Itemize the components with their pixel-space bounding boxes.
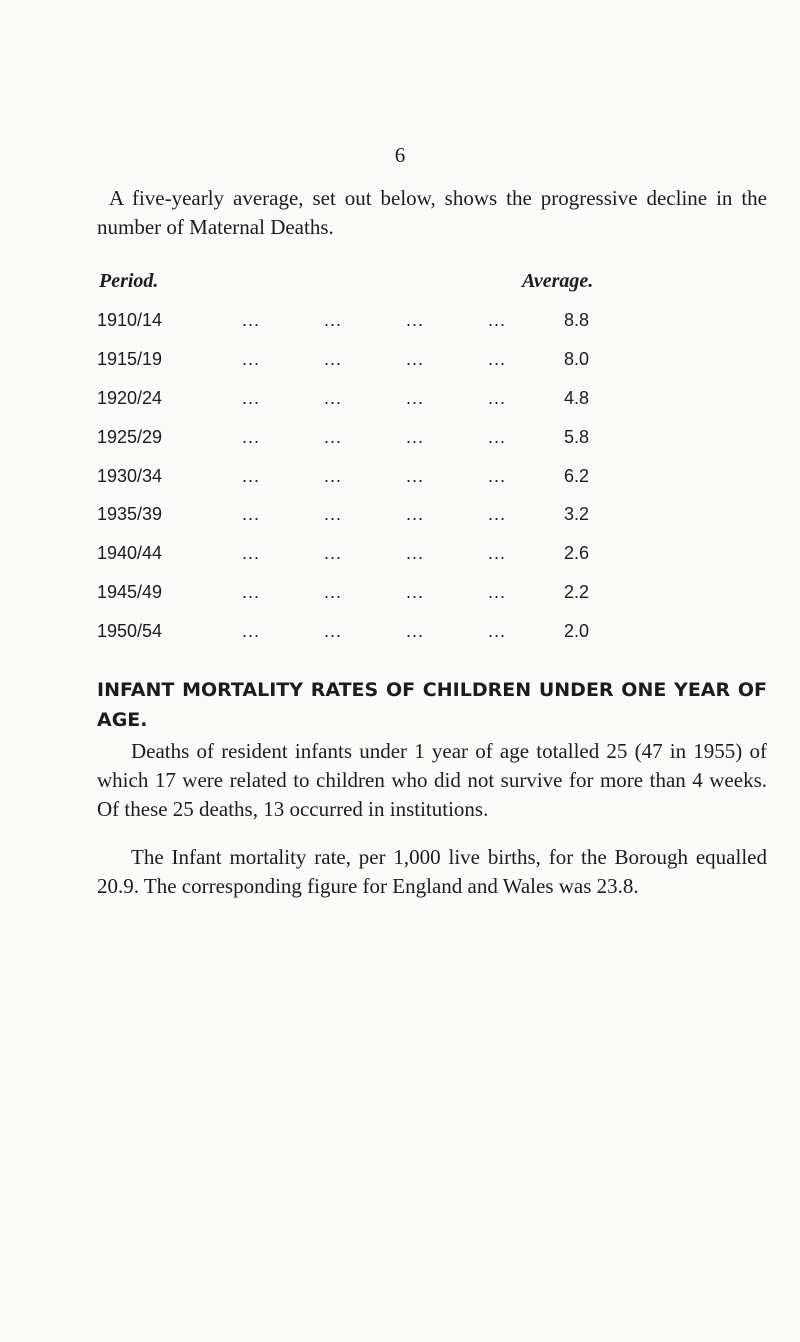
- period-cell: 1925/29: [97, 426, 163, 447]
- table-row: [97, 543, 617, 582]
- table-row: [97, 582, 617, 621]
- table-header: [97, 270, 617, 300]
- infant-mortality-rate-paragraph: The Infant mortality rate, per 1,000 live births, for the Borough equalled 20.9. The corresponding figure for England and Wales was 23.8.: [97, 845, 767, 898]
- average-cell: 2.2: [564, 582, 590, 603]
- maternal-deaths-table: [97, 310, 617, 660]
- leader-dots: ... ... ... ...: [242, 426, 507, 447]
- table-row: [97, 349, 617, 388]
- average-cell: 4.8: [564, 387, 590, 408]
- section-heading: INFANT MORTALITY RATES OF CHILDREN UNDER ONE YEAR OF AGE.: [97, 679, 767, 731]
- intro-paragraph: A five-yearly average, set out below, shows the progressive decline in the number of Maternal Deaths.: [97, 186, 767, 239]
- table-row: [97, 388, 617, 427]
- table-row: [97, 504, 617, 543]
- period-cell: 1935/39: [97, 504, 163, 525]
- leader-dots: ... ... ... ...: [242, 348, 507, 369]
- infant-deaths-paragraph: Deaths of resident infants under 1 year of age totalled 25 (47 in 1955) of which 17 were related to children who did not survive for more than 4 weeks. Of these 25 deaths, 13 occurred in institutions.: [97, 739, 767, 821]
- leader-dots: ... ... ... ...: [242, 465, 507, 486]
- page-number: 6: [394, 143, 406, 167]
- period-column-header: Period.: [99, 270, 159, 292]
- leader-dots: ... ... ... ...: [242, 310, 507, 330]
- average-cell: 8.0: [564, 348, 590, 369]
- leader-dots: ... ... ... ...: [242, 504, 507, 525]
- table-row: [97, 466, 617, 505]
- leader-dots: ... ... ... ...: [242, 387, 507, 408]
- average-cell: 5.8: [564, 426, 590, 447]
- average-cell: 2.6: [564, 543, 590, 564]
- period-cell: 1910/14: [97, 310, 163, 330]
- period-cell: 1945/49: [97, 582, 163, 603]
- average-cell: 8.8: [564, 310, 590, 330]
- average-cell: 6.2: [564, 465, 590, 486]
- table-row: [97, 310, 617, 349]
- table-row: [97, 427, 617, 466]
- average-column-header: Average.: [522, 270, 594, 292]
- leader-dots: ... ... ... ...: [242, 543, 507, 564]
- average-cell: 3.2: [564, 504, 590, 525]
- average-cell: 2.0: [564, 621, 590, 642]
- period-cell: 1920/24: [97, 387, 163, 408]
- table-row: [97, 621, 617, 660]
- leader-dots: ... ... ... ...: [242, 582, 507, 603]
- period-cell: 1930/34: [97, 465, 163, 486]
- leader-dots: ... ... ... ...: [242, 621, 507, 642]
- period-cell: 1950/54: [97, 621, 163, 642]
- period-cell: 1940/44: [97, 543, 163, 564]
- period-cell: 1915/19: [97, 348, 163, 369]
